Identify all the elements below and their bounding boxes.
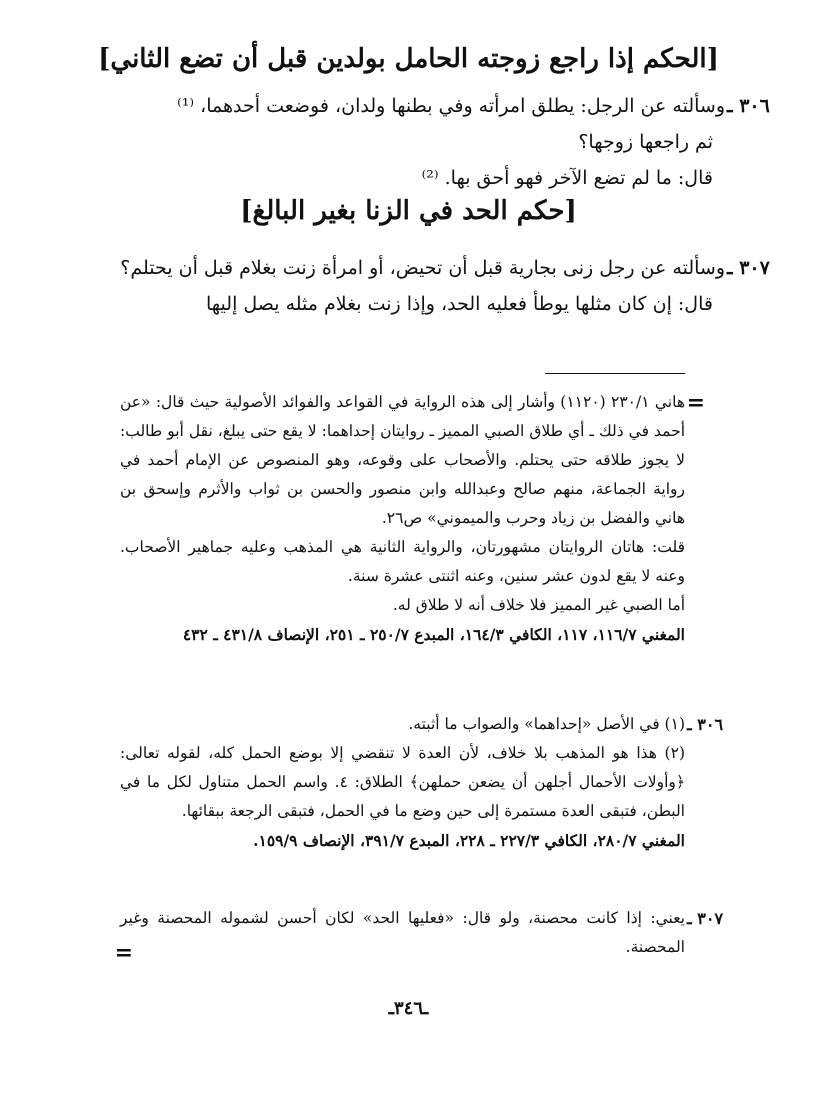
footnote-paragraph: (١) في الأصل «إحداهما» والصواب ما أثبته. bbox=[408, 715, 685, 733]
footnotes-306 bbox=[120, 710, 724, 855]
entry-answer: قال: ما لم تضع الآخر فهو أحق بها. ⁽²⁾ bbox=[421, 167, 713, 189]
footnote-paragraph: قلت: هاتان الروايتان مشهورتان، والرواية الثانية هي المذهب وعليه جماهير الأصحاب. وعنه لا يقع لدون عشر سنين، وعنه اثنتى عشرة سنة. bbox=[120, 538, 685, 585]
footnote-paragraph: هاني ٢٣٠/١ (١١٢٠) وأشار إلى هذه الرواية في القواعد والفوائد الأصولية حيث قال: «عن أحمد في ذلك ـ أي طلاق الصبي المميز ـ روايتان إحداهما: لا يقع حتى يبلغ، نقل أبو طالب: لا يجوز طلاقه حتى يحتلم. والأصحاب على وقوعه، وهو المنصوص عن الإمام أحمد في رواية الجماعة، منهم صالح وعبدالله وابن منصور والحسن بن ثواب والأثرم وإسحق بن هاني والفضل بن زياد وحرب والميموني» ص٢٦. bbox=[120, 393, 685, 527]
section-heading-pregnant-wife: [الحكم إذا راجع زوجته الحامل بولدين قبل أن تضع الثاني] bbox=[98, 44, 719, 74]
page-number: ـ٣٤٦ـ bbox=[388, 998, 429, 1019]
footnote-references: المغني ١١٦/٧، ١١٧، الكافي ١٦٤/٣، المبدع ٢٥٠/٧ ـ ٢٥١، الإنصاف ٤٣١/٨ ـ ٤٣٢ bbox=[182, 625, 685, 644]
entry-answer: قال: إن كان مثلها يوطأ فعليه الحد، وإذا زنت بغلام مثله يصل إليها bbox=[206, 293, 713, 315]
footnote-paragraph: يعني: إذا كانت محصنة، ولو قال: «فعليها الحد» لكان أحسن لشموله المحصنة وغير المحصنة. bbox=[120, 909, 685, 956]
section-heading-hadd-minor: [حكم الحد في الزنا بغير البالغ] bbox=[240, 196, 577, 226]
footnotes-continued bbox=[120, 388, 685, 649]
footnote-references: المغني ٢٨٠/٧، الكافي ٢٢٧/٣ ـ ٢٢٨، المبدع ٣٩١/٧، الإنصاف ١٥٩/٩. bbox=[253, 831, 685, 850]
entry-question: وسألته عن رجل زنى بجارية قبل أن تحيض، أو امرأة زنت بغلام قبل أن يحتلم؟ bbox=[120, 257, 725, 279]
footnote-paragraph: أما الصبي غير المميز فلا خلاف أنه لا طلاق له. bbox=[392, 596, 685, 614]
footnotes-307 bbox=[120, 904, 724, 962]
entry-question-cont: ثم راجعها زوجها؟ bbox=[578, 131, 713, 153]
continuation-mark: = bbox=[114, 940, 133, 966]
entry-number: ٣٠٦ ـ bbox=[727, 95, 770, 117]
footnote-entry-number: ٣٠٦ ـ bbox=[687, 715, 724, 734]
entry-307 bbox=[86, 250, 770, 322]
entry-question: وسألته عن الرجل: يطلق امرأته وفي بطنها ولدان، فوضعت أحدهما، ⁽¹⁾ bbox=[177, 95, 725, 117]
entry-number: ٣٠٧ ـ bbox=[727, 257, 770, 279]
entry-306 bbox=[86, 88, 770, 196]
footnote-entry-number: ٣٠٧ ـ bbox=[687, 909, 724, 928]
continuation-mark: = bbox=[686, 390, 705, 416]
footnote-paragraph: (٢) هذا هو المذهب بلا خلاف، لأن العدة لا تنقضي إلا بوضع الحمل كله، لقوله تعالى: ﴿وأولات الأحمال أجلهن أن يضعن حملهن﴾ الطلاق: ٤. واسم الحمل متناول لكل ما في البطن، فتبقى العدة مستمرة إلى حين وضع ما في الحمل، فتبقى الرجعة ببقائها. bbox=[120, 744, 685, 820]
footnote-divider bbox=[545, 373, 685, 374]
